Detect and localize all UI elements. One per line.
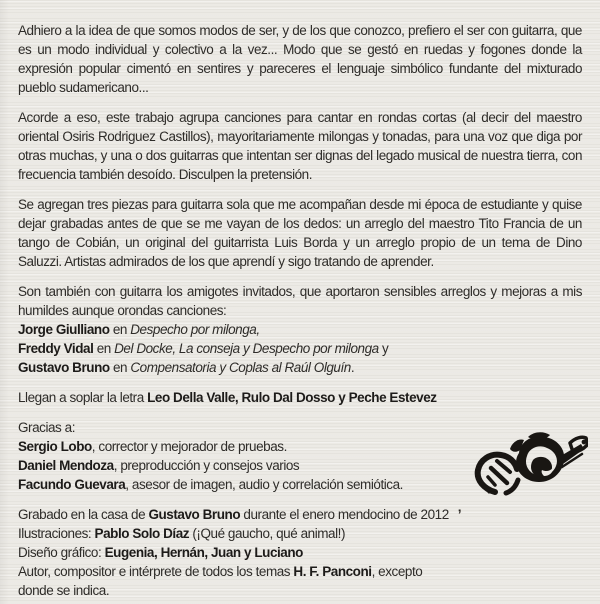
colophon-line bbox=[18, 581, 582, 600]
paragraph-intro: Adhiero a la idea de que somos modos de ser, y de los que conozco, prefiero el ser con guitarra, que es un modo individual y colectivo a la vez... Modo que se gestó en ruedas y fogones donde la expresión popular cimentó en sentires y pareceres el lenguaje simbólico fundante del mixturado pueblo sudamericano... bbox=[18, 23, 582, 95]
colophon-prefix: Autor, compositor e intérprete de todos los temas bbox=[18, 564, 294, 579]
colophon-line bbox=[18, 543, 582, 562]
lyrics-credit-prefix: Llegan a soplar la letra bbox=[18, 390, 148, 405]
colophon-bold: Eugenia, Hernán, Juan y Luciano bbox=[104, 545, 303, 560]
colophon-bold: H. F. Panconi bbox=[293, 564, 372, 579]
thanks-name: Facundo Guevara bbox=[18, 477, 126, 492]
colophon-prefix: Ilustraciones: bbox=[18, 526, 95, 541]
lyrics-credit bbox=[18, 388, 582, 407]
guest-song-titles: Del Docke, La conseja y Despecho por milonga bbox=[114, 341, 379, 356]
guest-credit-line bbox=[18, 339, 582, 358]
guest-suffix: y bbox=[378, 341, 389, 356]
colophon-suffix: durante el enero mendocino de 2012 bbox=[240, 507, 449, 522]
guest-name: Jorge Giulliano bbox=[18, 322, 110, 337]
guest-name: Freddy Vidal bbox=[18, 341, 94, 356]
guitar-doodle-illustration bbox=[462, 429, 588, 501]
guest-connector: en bbox=[109, 322, 131, 337]
colophon-suffix: , excepto bbox=[371, 564, 423, 579]
thanks-name: Sergio Lobo bbox=[18, 439, 92, 454]
thanks-role: , corrector y mejorador de pruebas. bbox=[91, 439, 287, 454]
colophon-bold: Gustavo Bruno bbox=[148, 507, 241, 522]
ink-speck: ’ bbox=[457, 507, 462, 522]
colophon-line bbox=[18, 505, 582, 524]
guest-credits-intro: Son también con guitarra los amigotes invitados, que aportaron sensibles arreglos y mejoras a mis humildes aunque orondas canciones: bbox=[18, 284, 582, 318]
colophon-suffix: (¡Qué gaucho, qué animal!) bbox=[189, 526, 346, 541]
paragraph-concept: Acorde a eso, este trabajo agrupa canciones para cantar en rondas cortas (al decir del maestro oriental Osiris Rodriguez Castillos), mayoritariamente milongas y tonadas, para una voz que diga por otras muchas, y una o dos guitarras que intentan ser dignas del legado musical de nuestra tierra, con frecuencia también desoído. Disculpen la pretensión. bbox=[18, 110, 582, 182]
thanks-heading: Gracias a: bbox=[18, 420, 76, 435]
guest-credit-line bbox=[18, 358, 582, 377]
paragraph-solo-pieces: Se agregan tres piezas para guitarra sola que me acompañan desde mi época de estudiante y quise dejar grabadas antes de que se me vayan de los dedos: un arreglo del maestro Tito Francia de un tango de Cobián, un original del guitarrista Luis Borda y un arreglo propio de un tema de Dino Saluzzi. Artistas admirados de los que aprendí y sigo tratando de aprender. bbox=[18, 197, 582, 269]
guest-name: Gustavo Bruno bbox=[18, 360, 110, 375]
colophon-prefix: donde se indica. bbox=[18, 583, 110, 598]
thanks-role: , preproducción y consejos varios bbox=[113, 458, 300, 473]
colophon bbox=[18, 505, 582, 600]
guitar-doodle-paths bbox=[478, 432, 588, 493]
guest-connector: en bbox=[109, 360, 131, 375]
guest-song-titles: Compensatoria y Coplas al Raúl Olguín bbox=[130, 360, 351, 375]
thanks-name: Daniel Mendoza bbox=[18, 458, 114, 473]
guest-suffix: . bbox=[350, 360, 355, 375]
colophon-line bbox=[18, 524, 582, 543]
lyrics-credit-names: Leo Della Valle, Rulo Dal Dosso y Peche Estevez bbox=[147, 390, 437, 405]
colophon-prefix: Diseño gráfico: bbox=[18, 545, 105, 560]
guest-credit-line bbox=[18, 320, 582, 339]
guest-connector: en bbox=[93, 341, 115, 356]
guest-song-titles: Despecho por milonga, bbox=[130, 322, 260, 337]
colophon-prefix: Grabado en la casa de bbox=[18, 507, 149, 522]
guest-credits bbox=[18, 282, 582, 377]
colophon-line bbox=[18, 562, 582, 581]
thanks-role: , asesor de imagen, audio y correlación semiótica. bbox=[125, 477, 403, 492]
colophon-bold: Pablo Solo Díaz bbox=[94, 526, 190, 541]
